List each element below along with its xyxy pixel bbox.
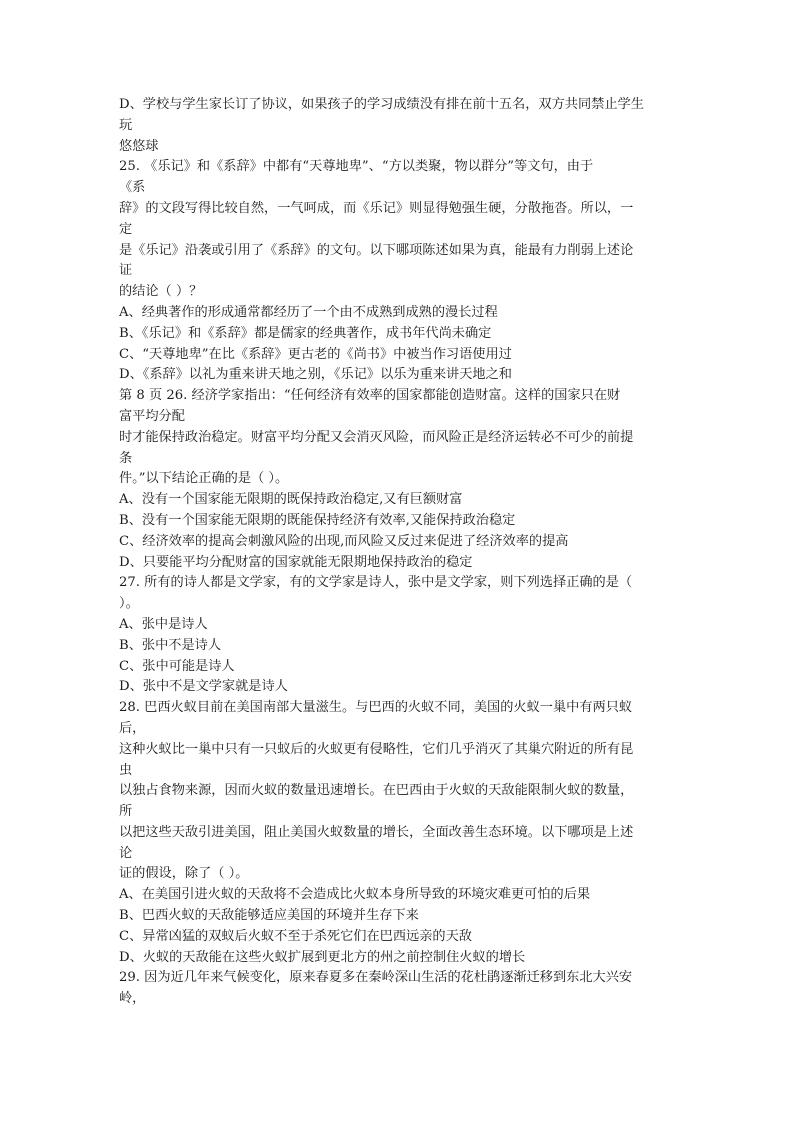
text-line: 富平均分配 <box>119 408 185 424</box>
text-line: 证 <box>119 263 133 279</box>
text-line: A、没有一个国家能无限期的既保持政治稳定,又有巨额财富 <box>119 492 463 508</box>
text-line: 29. 因为近几年来气候变化，原来春夏多在秦岭深山生活的花杜鹃逐渐迁移到东北大兴安 <box>119 970 633 986</box>
text-line: 件。”以下结论正确的是（ ）。 <box>119 471 289 487</box>
text-line: D、只要能平均分配财富的国家就能无限期地保持政治的稳定 <box>119 554 473 570</box>
document-body <box>119 95 679 1010</box>
text-line: 25. 《乐记》和《系辞》中都有“天尊地卑”、“方以类聚，物以群分”等文句，由于 <box>119 159 594 175</box>
text-line: C、“天尊地卑”在比《系辞》更古老的《尚书》中被当作习语使用过 <box>119 346 512 362</box>
text-line: 定 <box>119 221 133 237</box>
text-line: 后， <box>119 720 146 736</box>
text-line: D、火蚁的天敌能在这些火蚁扩展到更北方的州之前控制住火蚁的增长 <box>119 949 526 965</box>
text-line: ）。 <box>119 596 139 612</box>
text-line: 悠悠球 <box>119 138 159 154</box>
text-line: B、张中不是诗人 <box>119 637 222 653</box>
text-line: A、在美国引进火蚁的天敌将不会造成比火蚁本身所导致的环境灾难更可怕的后果 <box>119 887 591 903</box>
text-line: 28. 巴西火蚁目前在美国南部大量滋生。与巴西的火蚁不同，美国的火蚁一巢中有两只蚁 <box>119 700 633 716</box>
text-line: 条 <box>119 450 133 466</box>
text-line: A、张中是诗人 <box>119 616 208 632</box>
text-line: C、张中可能是诗人 <box>119 658 235 674</box>
text-line: 虫 <box>119 762 133 778</box>
text-line: D、《系辞》以礼为重来讲天地之别，《乐记》以乐为重来讲天地之和 <box>119 367 512 383</box>
text-line: 证的假设，除了（ ）。 <box>119 866 249 882</box>
text-line: 第 8 页 26. 经济学家指出：“任何经济有效率的国家都能创造财富。这样的国家只在财 <box>119 388 621 404</box>
text-line: 岭， <box>119 991 146 1007</box>
text-line: 时才能保持政治稳定。财富平均分配又会消灭风险，而风险正是经济运转必不可少的前提 <box>119 429 634 445</box>
text-line: C、经济效率的提高会刺激风险的出现,而风险又反过来促进了经济效率的提高 <box>119 533 569 549</box>
text-line: D、学校与学生家长订了协议，如果孩子的学习成绩没有排在前十五名，双方共同禁止学生 <box>119 97 644 112</box>
text-line: 以把这些天敌引进美国，阻止美国火蚁数量的增长，全面改善生态环境。以下哪项是上述 <box>119 824 634 840</box>
text-line: B、没有一个国家能无限期的既能保持经济有效率,又能保持政治稳定 <box>119 512 516 528</box>
text-line: C、异常凶猛的双蚁后火蚁不至于杀死它们在巴西远亲的天敌 <box>119 928 472 944</box>
text-line: 玩 <box>119 117 133 133</box>
text-line: D、张中不是文学家就是诗人 <box>119 679 288 695</box>
text-line: 《系 <box>119 180 146 196</box>
text-line: 论 <box>119 845 133 861</box>
text-line: 27. 所有的诗人都是文学家，有的文学家是诗人，张中是文学家，则下列选择正确的是（ <box>119 575 633 591</box>
text-line: B、《乐记》和《系辞》都是儒家的经典著作，成书年代尚未确定 <box>119 325 492 341</box>
text-line: A、经典著作的形成通常都经历了一个由不成熟到成熟的漫长过程 <box>119 304 498 320</box>
text-line: 这种火蚁比一巢中只有一只蚁后的火蚁更有侵略性，它们几乎消灭了其巢穴附近的所有昆 <box>119 741 634 757</box>
text-line: 所 <box>119 804 133 820</box>
text-line: B、巴西火蚁的天敌能够适应美国的环境并生存下来 <box>119 908 419 924</box>
text-line: 的结论（ ）？ <box>119 284 203 300</box>
text-line: 辞》的文段写得比较自然，一气呵成，而《乐记》则显得勉强生硬，分散拖沓。所以，一 <box>119 200 634 216</box>
text-line: 是《乐记》沿袭或引用了《系辞》的文句。以下哪项陈述如果为真，能最有力削弱上述论 <box>119 242 634 258</box>
text-line: 以独占食物来源，因而火蚁的数量迅速增长。在巴西由于火蚁的天敌能限制火蚁的数量， <box>119 783 634 799</box>
